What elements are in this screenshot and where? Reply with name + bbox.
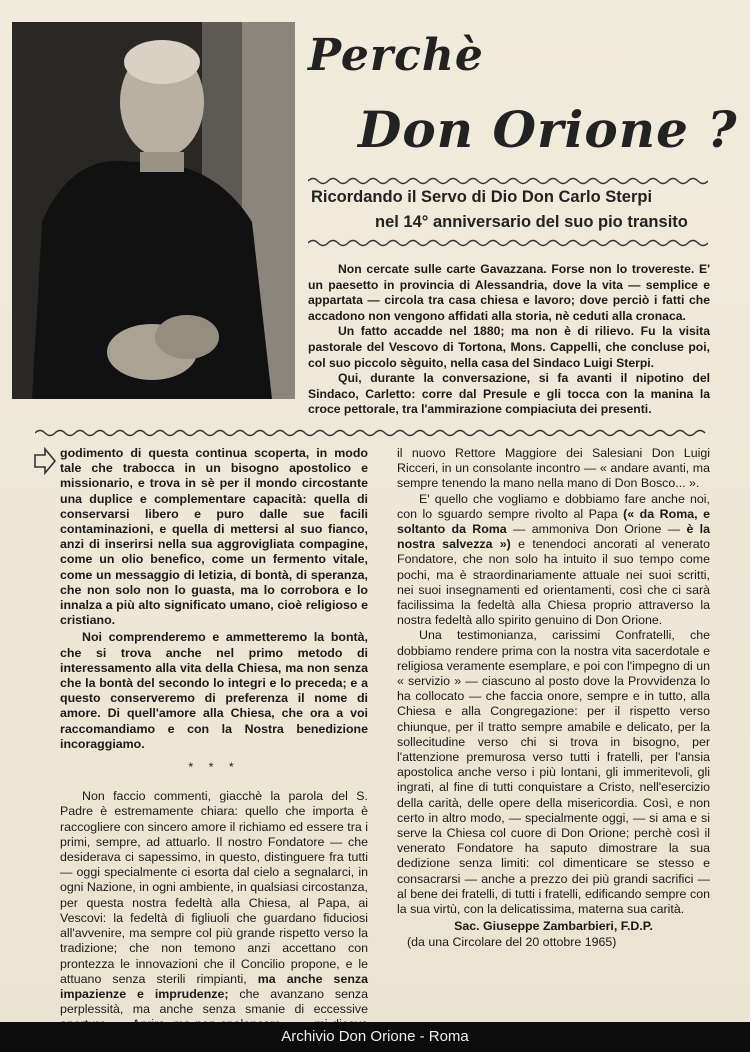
intro-paragraph: Non cercate sulle carte Gavazzana. Forse non lo trovereste. E' un paesetto in provincia di Alessandria, dove la vita — semplice e appartata — circola tra casa chiesa e lavoro; dove perciò i fatti che accadono non vengono affidati alla storia, nè ceduti alla cronaca. (308, 262, 710, 323)
right-paragraph: Una testimonianza, carissimi Confratelli, che dobbiamo rendere prima con la nostra vita sacerdotale e religiosa veramente esemplare, e poi con l'impegno di un « servizio » — ciascuno al posto dove la Provvidenza lo ha collocato — che faccia onore, sempre e in tutto, alla Chiesa e alla Congregazione: per il rispetto verso chiunque, per il tratto sempre amabile e delicato, per la sollecitudine verso chi si trova in bisogno, per l'attenzione premurosa verso tutti i fratelli, per l'ansia apostolica anche verso i più lontani, gli immeritevoli, gli ingrati, al fine di tutti conquistare a Cristo, nell'esercizio della carità, delle opere della misericordia. Così, e non certo in altro modo, — specialmente oggi, — si ama e si serve la Chiesa col cuore di Don Orione; perchè così il venerato Fondatore ha saputo dimostrare la sua dedizione senza limiti: col dimenticare se stesso e consacrarsi — anche a prezzo dei più grandi sacrifici — al bene dei fratelli, di tutti i fratelli, edificando sempre con la sua virtù, con la delicatissima, materna sua carità. (397, 628, 710, 917)
title-line-1: Perchè (308, 30, 484, 81)
wavy-divider-mid (308, 238, 708, 248)
archive-footer: Archivio Don Orione - Roma (0, 1022, 750, 1052)
title-line-2: Don Orione ? (358, 100, 738, 159)
wavy-divider-full (35, 428, 710, 438)
section-stars: * * * (188, 760, 240, 775)
right-column (397, 446, 710, 950)
wavy-divider-top (308, 176, 708, 186)
subtitle-line-2: nel 14° anniversario del suo pio transito (375, 213, 688, 231)
left-column (60, 446, 368, 1048)
portrait-photo (12, 22, 295, 399)
intro-text (308, 262, 710, 418)
intro-paragraph: Qui, durante la conversazione, si fa avanti il nipotino del Sindaco, Carletto: corre dal Presule e gli tocca con la manina la croce pettorale, tra l'ammirazione compiaciuta dei presenti. (308, 371, 710, 417)
left-paragraph: godimento di questa continua scoperta, in modo tale che trabocca in un bisogno apostolico e missionario, e trova in sè per il mondo circostante una duplice e complementare capacità: quella di conservarsi libero e puro dalle sue facili contaminazioni, e quella di mettersi al suo fianco, anzi di inserirsi nella sua aggrovigliata compagine, come un olio benefico, come un fermento vitale, come un messaggio di letizia, di bontà, di speranza, che non solo non lo guasta, ma lo corrobora e lo innalza a più alto significato umano, cioè religioso e cristiano. (60, 446, 368, 628)
right-paragraph: E' quello che vogliamo e dobbiamo fare anche noi, con lo sguardo sempre rivolto al Papa (« da Roma, e soltanto da Roma — ammoniva Don Orione — è la nostra salvezza ») e tenendoci ancorati al venerato Fondatore, che non solo ha intuito il suo tempo come pochi, ma è straordinariamente attuale nei suoi scritti, nei suoi insegnamenti ed orientamenti, così che ci sarà facilissima la fedeltà alla Chiesa proprio attraverso la nostra fedeltà allo spirito genuino di Don Orione. (397, 491, 711, 628)
left-paragraph: Non faccio commenti, giacchè la parola del S. Padre è estremamente chiara: quello che importa è raccogliere con sincero amore il richiamo ed essere tra i primi, sempre, ad attuarlo. Il nostro Fondatore — che desiderava ci sapessimo, in questo, distinguere fra tutti — oggi specialmente ci esorta dal cielo a segnalarci, in ogni Nazione, in ogni ambiente, in qualsiasi circostanza, per questa nostra fedeltà alla Chiesa, al Papa, ai Vescovi: la fedeltà di figliuoli che guardano fiduciosi all'avvenire, ma sempre col più grande rispetto verso la tradizione; che non temono anzi accettano con prontezza le innovazioni che il Concilio propone, e le attuano senza sterili rimpianti, ma anche senza impazienze e imprudenze; che avanzano senza perplessità, ma anche senza smanie di eccessive (60, 789, 368, 1017)
intro-paragraph: Un fatto accadde nel 1880; ma non è di rilievo. Fu la visita pastorale del Vescovo di Tortona, Mons. Cappelli, che concluse poi, col suo piccolo sèguito, nella casa del Sindaco Luigi Sterpi. (308, 324, 710, 370)
arrow-right-outline-icon (33, 447, 57, 475)
subtitle-line-1: Ricordando il Servo di Dio Don Carlo Sterpi (311, 188, 653, 206)
source-note: (da una Circolare del 20 ottobre 1965) (407, 934, 617, 949)
right-paragraph: il nuovo Rettore Maggiore dei Salesiani Don Luigi Ricceri, in un consolante incontro — « andare avanti, ma sempre tenendo la mano nella mano di Don Bosco... ». (397, 446, 710, 491)
left-paragraph: Noi comprenderemo e ammetteremo la bontà, che si trova anche nel primo metodo di interessamento alla vita della Chiesa, ma non senza che la bontà del secondo lo integri e lo preceda; e a questo conserveremo di preferenza il nome di amore. Di quell'amore alla Chiesa, che ora a voi raccomandiamo e con la Nostra benedizione incoraggiamo. (60, 630, 368, 751)
portrait-figure (12, 22, 295, 399)
signature: Sac. Giuseppe Zambarbieri, F.D.P. (454, 919, 653, 934)
